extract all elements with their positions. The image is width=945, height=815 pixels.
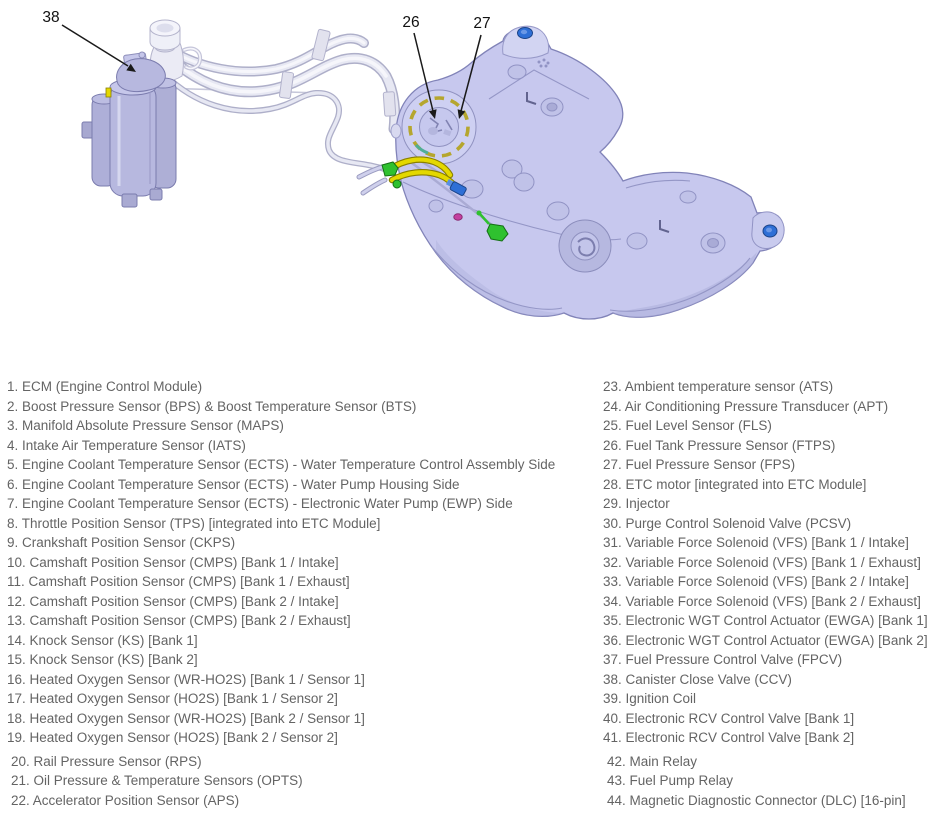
legend-item: 5. Engine Coolant Temperature Sensor (ECTS) - Water Temperature Control Assembly Side [7, 457, 556, 472]
tank-silhouette [396, 29, 783, 319]
legend-column-right [603, 377, 943, 810]
tank-right-mount [752, 212, 784, 249]
filler-pipes [165, 29, 396, 172]
legend-item: 7. Engine Coolant Temperature Sensor (ECTS) - Electronic Water Pump (EWP) Side [7, 496, 513, 511]
legend-item: 6. Engine Coolant Temperature Sensor (ECTS) - Water Pump Housing Side [7, 476, 460, 492]
legend-item: 8. Throttle Position Sensor (TPS) [integrated into ETC Module] [7, 515, 381, 531]
green-connector-2 [393, 180, 401, 188]
legend-item: 1. ECM (Engine Control Module) [7, 379, 203, 394]
legend-item: 29. Injector [603, 496, 670, 511]
tank-top-mount [503, 26, 549, 58]
callout-arrow-38-line [62, 25, 128, 66]
legend-item: 41. Electronic RCV Control Valve [Bank 2] [603, 730, 855, 745]
legend-item: 16. Heated Oxygen Sensor (WR-HO2S) [Bank 1 / Sensor 1] [7, 671, 365, 687]
legend-item: 31. Variable Force Solenoid (VFS) [Bank 1 / Intake] [603, 535, 909, 550]
pink-grommet [454, 214, 462, 220]
legend-item: 11. Camshaft Position Sensor (CMPS) [Bank 1 / Exhaust] [7, 574, 350, 589]
legend-item: 15. Knock Sensor (KS) [Bank 2] [7, 652, 198, 667]
legend-item: 33. Variable Force Solenoid (VFS) [Bank 2 / Intake] [603, 574, 909, 589]
fuel-pump-plate [402, 90, 476, 164]
legend-item: 36. Electronic WGT Control Actuator (EWGA) [Bank 2] [603, 632, 928, 648]
legend-item: 32. Variable Force Solenoid (VFS) [Bank 1 / Exhaust] [603, 554, 921, 570]
legend-item: 35. Electronic WGT Control Actuator (EWGA) [Bank 1] [603, 613, 928, 628]
legend-item: 24. Air Conditioning Pressure Transducer (APT) [603, 398, 889, 414]
fuel-system-diagram [0, 0, 945, 372]
legend-item: 30. Purge Control Solenoid Valve (PCSV) [603, 515, 852, 531]
legend-item: 9. Crankshaft Position Sensor (CKPS) [7, 535, 236, 550]
legend-item: 14. Knock Sensor (KS) [Bank 1] [7, 632, 198, 648]
canister-yellow-fitting [106, 88, 111, 97]
legend-item: 17. Heated Oxygen Sensor (HO2S) [Bank 1 / Sensor 2] [7, 691, 338, 706]
callout-label-27: 27 [473, 15, 491, 32]
legend-item: 25. Fuel Level Sensor (FLS) [603, 418, 772, 433]
diagram-canvas [0, 0, 945, 372]
canister-assembly [82, 52, 176, 207]
legend-item: 43. Fuel Pump Relay [607, 773, 734, 788]
legend-column-left [7, 377, 599, 810]
callout-label-26: 26 [402, 14, 420, 31]
legend-item: 37. Fuel Pressure Control Valve (FPCV) [603, 652, 843, 667]
legend-item: 34. Variable Force Solenoid (VFS) [Bank 2 / Exhaust] [603, 593, 921, 609]
legend-item: 26. Fuel Tank Pressure Sensor (FTPS) [603, 437, 836, 453]
legend-item: 44. Magnetic Diagnostic Connector (DLC) [16-pin] [607, 792, 906, 808]
legend-item: 38. Canister Close Valve (CCV) [603, 671, 792, 687]
legend-item: 27. Fuel Pressure Sensor (FPS) [603, 457, 796, 472]
legend-item: 19. Heated Oxygen Sensor (HO2S) [Bank 2 / Sensor 2] [7, 730, 338, 745]
legend-item: 13. Camshaft Position Sensor (CMPS) [Bank 2 / Exhaust] [7, 613, 351, 628]
callout-38 [42, 9, 136, 72]
legend-item: 28. ETC motor [integrated into ETC Module] [603, 476, 867, 492]
legend-item: 22. Accelerator Position Sensor (APS) [11, 792, 240, 808]
legend-item: 18. Heated Oxygen Sensor (WR-HO2S) [Bank 2 / Sensor 1] [7, 710, 365, 726]
legend-item: 42. Main Relay [607, 753, 698, 769]
legend-item: 3. Manifold Absolute Pressure Sensor (MAPS) [7, 418, 284, 433]
filler-pipe-fitting [391, 124, 401, 138]
legend-item: 40. Electronic RCV Control Valve [Bank 1] [603, 710, 855, 726]
legend-item: 10. Camshaft Position Sensor (CMPS) [Bank 1 / Intake] [7, 554, 339, 570]
legend-item: 23. Ambient temperature sensor (ATS) [603, 379, 834, 394]
tank-recess [559, 220, 611, 272]
legend-item: 2. Boost Pressure Sensor (BPS) & Boost Temperature Sensor (BTS) [7, 398, 417, 414]
legend-item: 20. Rail Pressure Sensor (RPS) [11, 753, 202, 769]
legend-item: 39. Ignition Coil [603, 691, 697, 706]
legend-item: 21. Oil Pressure & Temperature Sensors (OPTS) [11, 773, 303, 788]
callout-label-38: 38 [42, 9, 60, 26]
legend-item: 4. Intake Air Temperature Sensor (IATS) [7, 437, 246, 453]
legend-item: 12. Camshaft Position Sensor (CMPS) [Bank 2 / Intake] [7, 593, 339, 609]
